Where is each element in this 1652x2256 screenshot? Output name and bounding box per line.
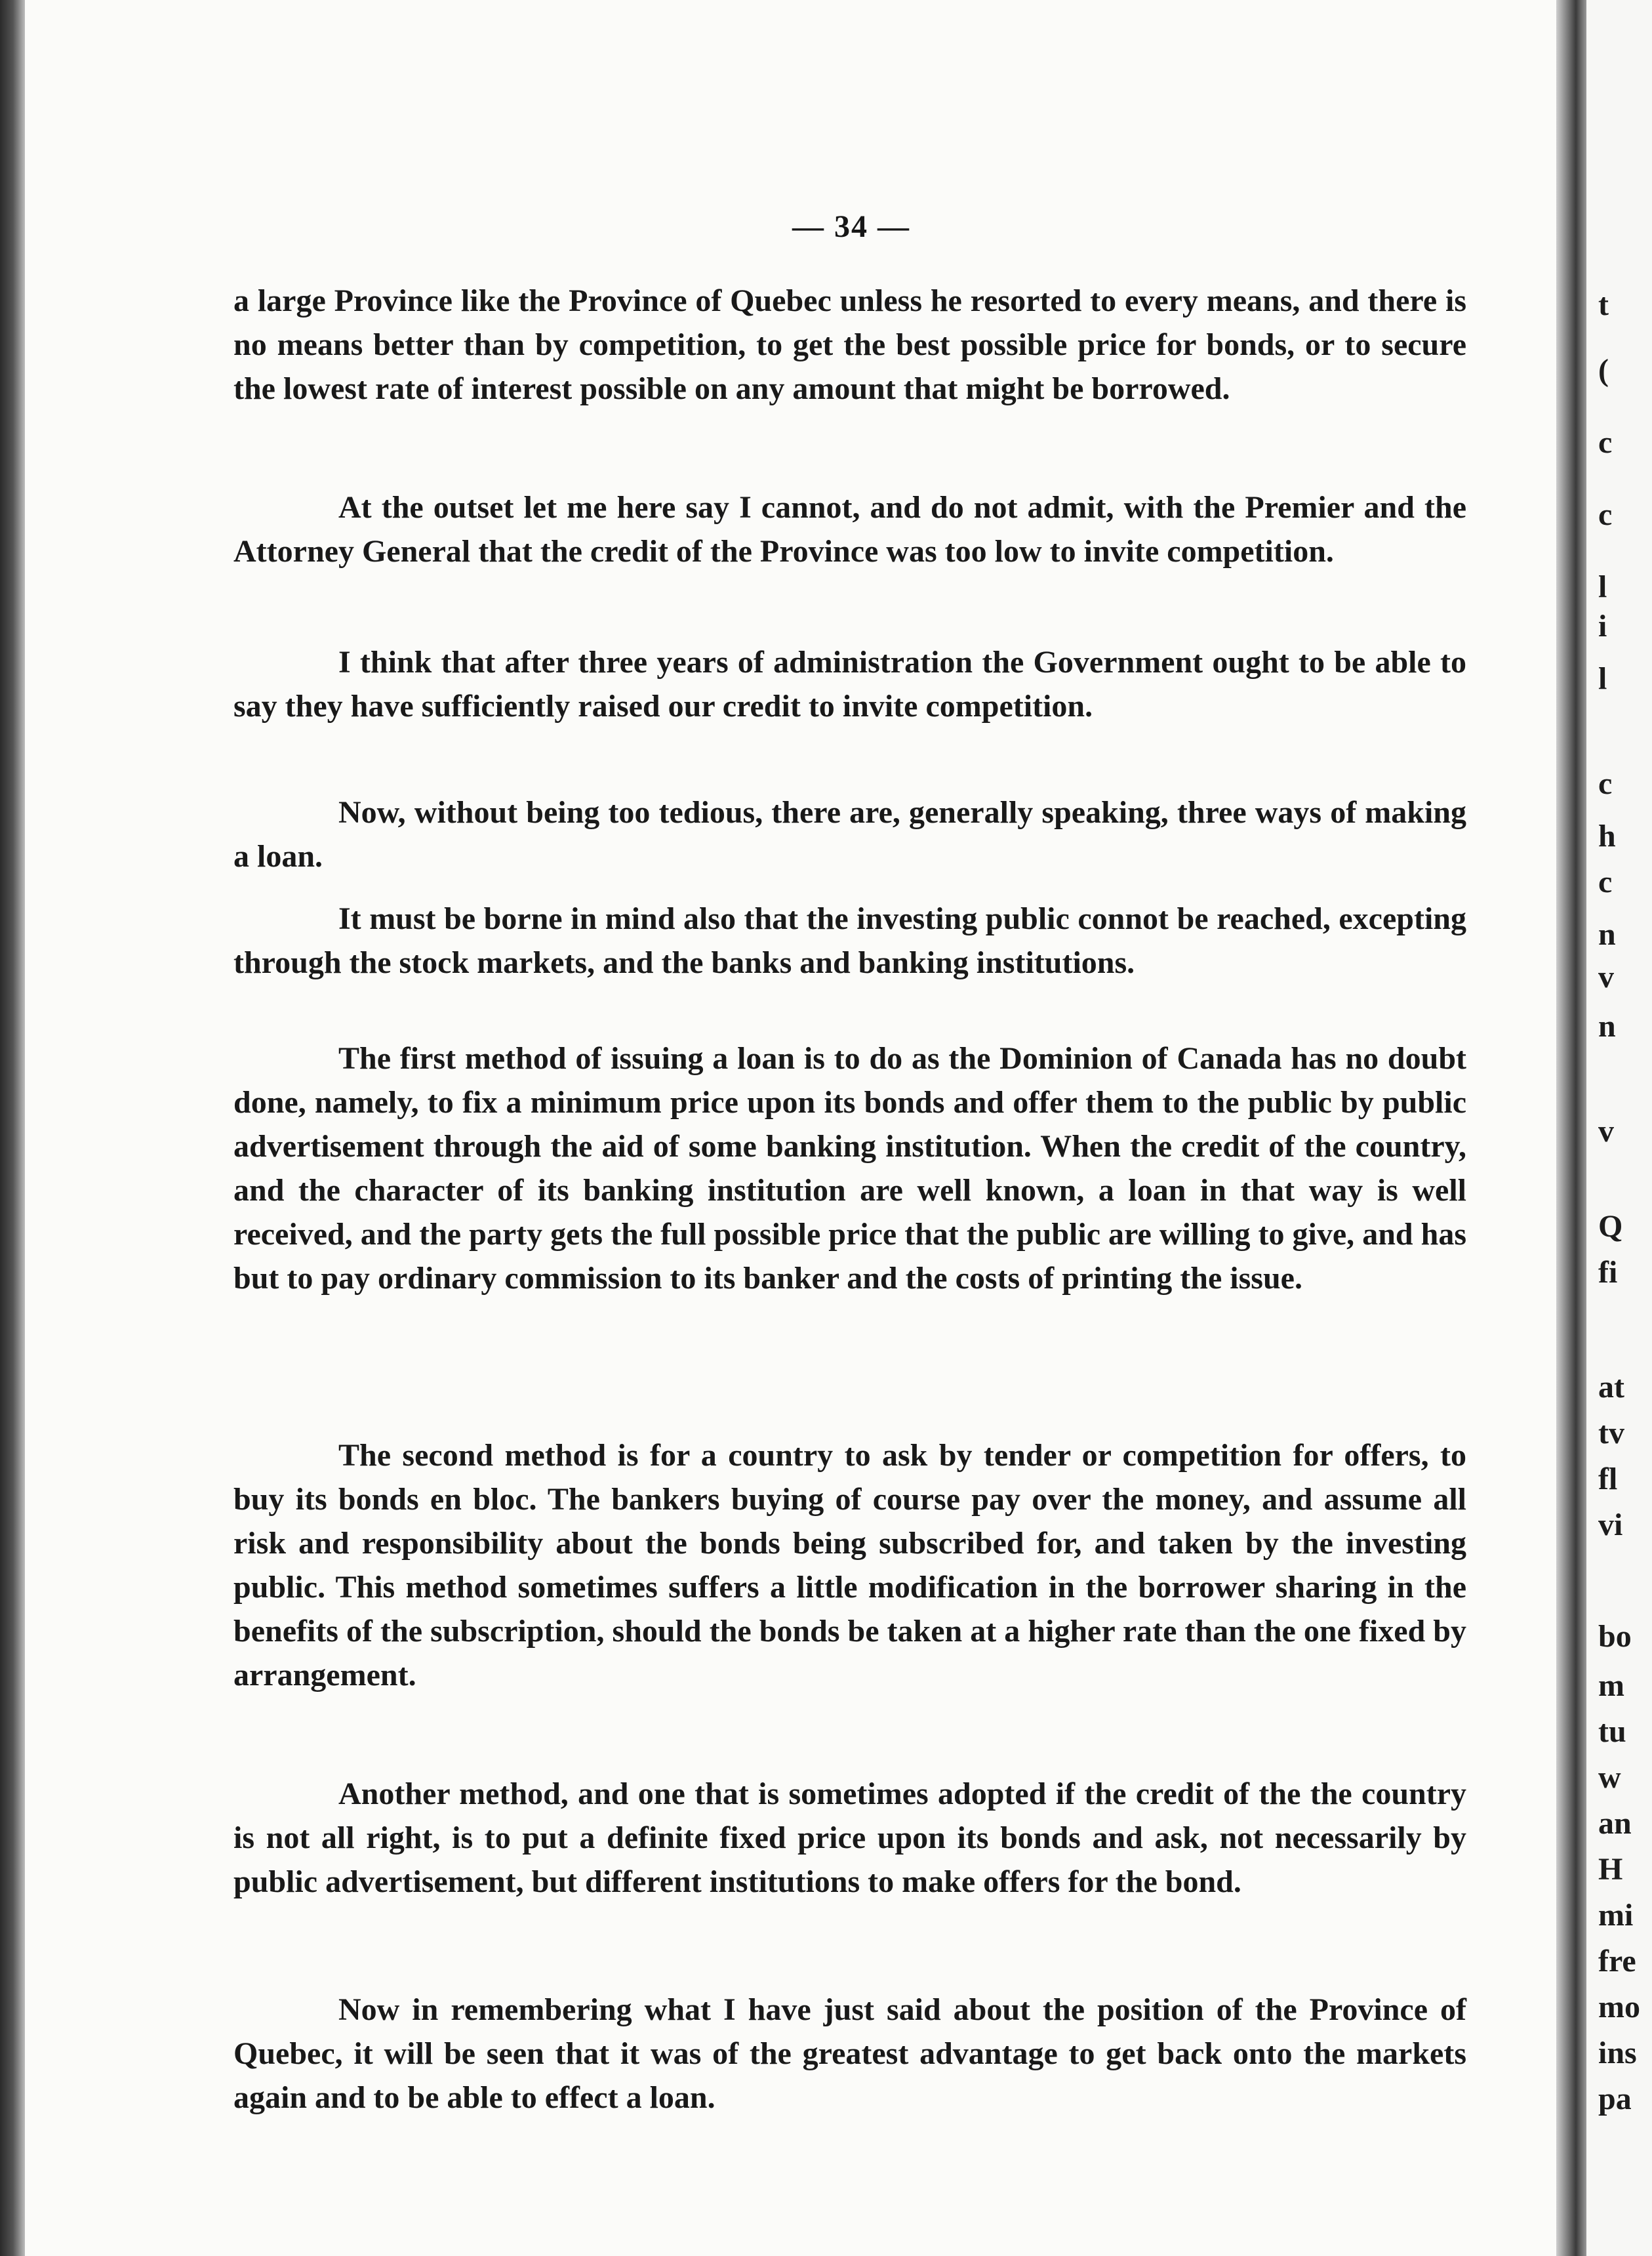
facing-page-fragment: v — [1598, 960, 1614, 995]
facing-page-fragment: H — [1598, 1852, 1623, 1887]
facing-page-fragment: an — [1598, 1806, 1632, 1841]
facing-page-fragment: pa — [1598, 2082, 1632, 2116]
facing-page-fragment: n — [1598, 1009, 1616, 1044]
facing-page-fragment: at — [1598, 1370, 1624, 1405]
facing-page-fragment: m — [1598, 1668, 1624, 1703]
facing-page-fragment: bo — [1598, 1619, 1632, 1654]
facing-page-fragment: c — [1598, 425, 1613, 460]
facing-page-fragment: c — [1598, 865, 1613, 899]
paragraph-3: I think that after three years of administration the Government ought to be able to say they have sufficiently raised our credit to invite competition. — [233, 645, 1466, 724]
facing-page-fragment: Q — [1598, 1209, 1623, 1244]
paragraph-7: The second method is for a country to ask by tender or competition for offers, to buy its bonds en bloc. The bankers buying of course pay over the money, and assume all risk and responsibility about the bonds being subscribed for, and taken by the investing public. This method sometimes suffers a little modification in the borrower sharing in the benefits of the subscription, should the bonds be taken at a higher rate than the one fixed by arrangement. — [233, 1438, 1466, 1692]
facing-page-fragment: t — [1598, 287, 1609, 322]
facing-page-fragment: ( — [1598, 353, 1609, 388]
facing-page-fragment: tu — [1598, 1714, 1626, 1749]
facing-page-fragment: c — [1598, 766, 1613, 801]
facing-page-fragment: ins — [1598, 2036, 1637, 2070]
facing-page-fragment: vi — [1598, 1507, 1623, 1542]
paragraph-8: Another method, and one that is sometimes adopted if the credit of the the country is not all right, is to put a definite fixed price upon its bonds and ask, not necessarily by public advertisement, but different institutions to make offers for the bond. — [233, 1776, 1466, 1899]
facing-page-fragment: mi — [1598, 1898, 1634, 1933]
facing-page-fragment: w — [1598, 1760, 1621, 1795]
facing-page-fragment: tv — [1598, 1416, 1624, 1450]
paragraph-2: At the outset let me here say I cannot, and do not admit, with the Premier and the Attorney General that the credit of the Province was too low to invite competition. — [233, 490, 1466, 569]
paragraph-6: The first method of issuing a loan is to do as the Dominion of Canada has no doubt done, namely, to fix a minimum price upon its bonds and offer them to the public by public advertisement through the aid of some banking institution. When the credit of the country, and the character of its banking institution are well known, a loan in that way is well received, and the party gets the full possible price that the public are willing to give, and has but to pay ordinary commission to its banker and the costs of printing the issue. — [233, 1041, 1466, 1296]
facing-page-fragment: i — [1598, 609, 1607, 644]
facing-page-fragment: c — [1598, 497, 1613, 532]
facing-page-fragment: fre — [1598, 1944, 1636, 1979]
binding-edge — [0, 0, 25, 2256]
facing-page-fragment: n — [1598, 917, 1616, 952]
book-page — [25, 0, 1556, 2256]
facing-page-edge — [1586, 0, 1652, 2256]
page-gutter — [1556, 0, 1586, 2256]
paragraph-9: Now in remembering what I have just said about the position of the Province of Quebec, it will be seen that it was of the greatest advantage to get back onto the markets again and to be able to effect a loan. — [233, 1992, 1466, 2115]
facing-page-fragment: l — [1598, 661, 1607, 696]
paragraph-4: Now, without being too tedious, there are, generally speaking, three ways of making a loan. — [233, 795, 1466, 874]
facing-page-fragment: v — [1598, 1114, 1614, 1149]
paragraph-1: a large Province like the Province of Quebec unless he resorted to every means, and there is no means better than by competition, to get the best possible price for bonds, or to secure the lowest rate of interest possible on any amount that might be borrowed. — [233, 283, 1466, 406]
facing-page-fragment: fi — [1598, 1255, 1618, 1290]
facing-page-fragment: l — [1598, 569, 1607, 604]
facing-page-fragment: fl — [1598, 1462, 1618, 1496]
page-number: — 34 — — [792, 209, 910, 244]
facing-page-fragment: mo — [1598, 1990, 1640, 2024]
facing-page-fragment: h — [1598, 819, 1616, 853]
paragraph-5: It must be borne in mind also that the investing public connot be reached, excepting through the stock markets, and the banks and banking institutions. — [233, 901, 1466, 980]
